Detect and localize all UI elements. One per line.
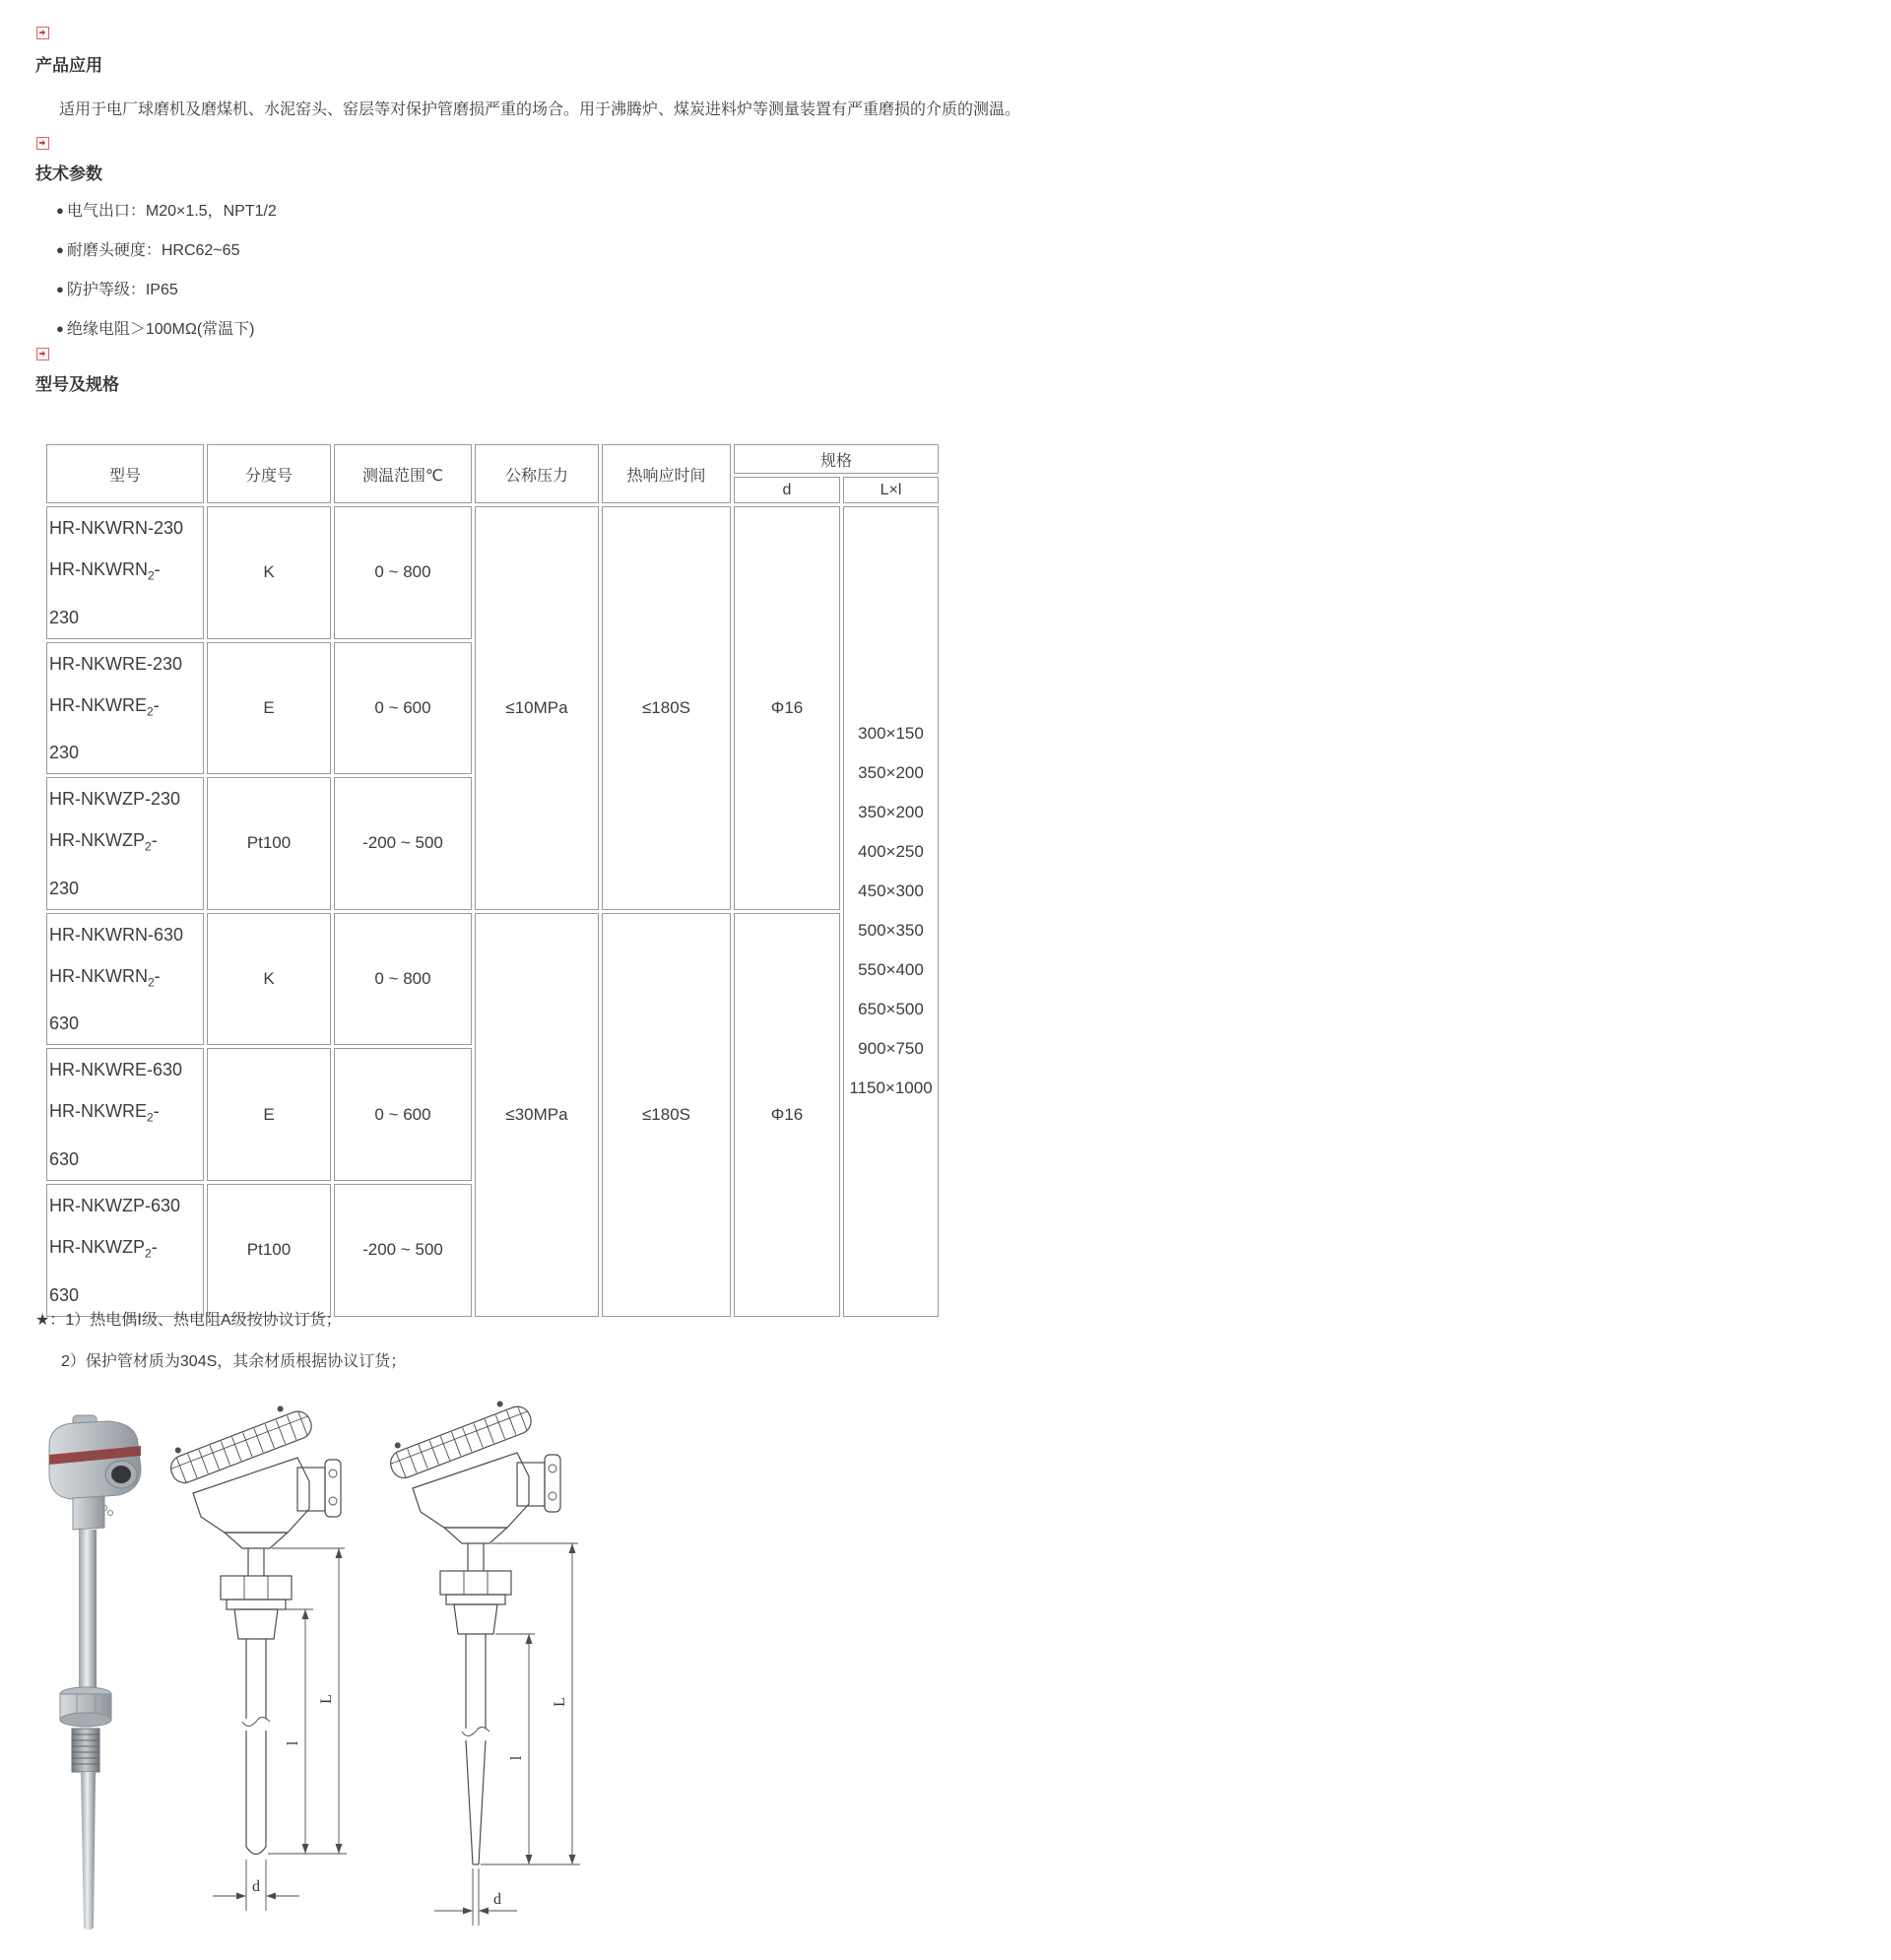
model-line: HR-NKWRN-630 [49, 924, 184, 945]
col-header-d: d [734, 477, 840, 503]
range-cell: 0 ~ 800 [334, 506, 472, 639]
model-line: 230 [49, 878, 80, 898]
col-header-range: 测温范围℃ [334, 444, 472, 503]
dimension-label-L: L [552, 1697, 568, 1707]
section-title-application: 产品应用 [35, 56, 102, 75]
model-line: 230 [49, 743, 80, 763]
model-line: HR-NKWRN-230 [49, 518, 184, 538]
model-line: HR-NKWRE-630 [49, 1060, 183, 1080]
parameter-text: 耐磨头硬度：HRC62~65 [66, 242, 240, 259]
protection-tube-tapered [462, 1634, 489, 1864]
dimension-label-L: L [318, 1694, 335, 1704]
range-cell: 0 ~ 600 [334, 1048, 472, 1181]
section-title-parameters: 技术参数 [35, 164, 102, 183]
model-cell [46, 506, 204, 639]
head-neck [225, 1533, 288, 1548]
hex-nut [221, 1576, 292, 1609]
dimension-label-d: d [493, 1891, 501, 1908]
footnote-2: 2）保护管材质为304S，其余材质根据协议订货； [61, 1353, 407, 1370]
section-marker-icon [36, 137, 49, 150]
dimension-line-l [285, 1609, 309, 1854]
head-neck [444, 1528, 507, 1543]
thermocouple-photo [39, 1413, 153, 1935]
dimension-line-d [213, 1860, 299, 1911]
model-cell [46, 1184, 204, 1317]
section-marker-icon [36, 348, 49, 360]
col-header-pressure: 公称压力 [475, 444, 599, 503]
dimension-line-l [508, 1634, 533, 1864]
dimension-line-d [434, 1868, 517, 1926]
union-fitting [234, 1609, 278, 1639]
range-cell: 0 ~ 600 [334, 642, 472, 775]
parameter-item-head-hardness [56, 239, 239, 262]
range-cell: 0 ~ 800 [334, 913, 472, 1046]
lxl-value: 900×750 [858, 1039, 924, 1059]
model-line: $HR-NKWRE_2-$ [49, 694, 160, 719]
bullet-dot-icon: ● [56, 242, 64, 257]
model-cell [46, 1048, 204, 1181]
model-spec-table [43, 441, 942, 1320]
response-cell: ≤180S [602, 506, 731, 910]
model-line: 230 [49, 607, 80, 627]
section-marker-icon [36, 27, 49, 39]
graduation-cell: E [207, 1048, 331, 1181]
parameter-text: 防护等级：IP65 [66, 282, 178, 298]
screw-cover-cap [165, 1399, 315, 1486]
lxl-value: 450×300 [858, 882, 924, 901]
model-cell [46, 913, 204, 1046]
threaded-fitting [72, 1729, 99, 1772]
lxl-cell [843, 506, 939, 1317]
protection-tube-upper [79, 1530, 97, 1691]
graduation-cell: K [207, 913, 331, 1046]
thermocouple-drawing-straight [165, 1399, 353, 1955]
range-cell: -200 ~ 500 [334, 1184, 472, 1317]
union-fitting [454, 1604, 497, 1634]
neck-tube [468, 1543, 484, 1571]
application-text: 适用于电厂球磨机及磨煤机、水泥窑头、窑层等对保护管磨损严重的场合。用于沸腾炉、煤炭进料炉等测量装置有严重磨损的介质的测温。 [59, 101, 1021, 118]
response-cell: ≤180S [602, 913, 731, 1317]
graduation-cell: Pt100 [207, 1184, 331, 1317]
table-row [46, 506, 939, 639]
lxl-value: 300×150 [858, 724, 924, 744]
parameter-text: 电气出口：M20×1.5，NPT1/2 [66, 203, 277, 220]
parameter-item-electrical-outlet [56, 200, 277, 223]
lxl-value: 550×400 [858, 960, 924, 980]
lxl-value: 350×200 [858, 803, 924, 822]
model-line: HR-NKWZP-630 [49, 1195, 181, 1215]
protection-tube-lower [81, 1772, 96, 1930]
col-header-response: 热响应时间 [602, 444, 731, 503]
dimension-label-l: l [285, 1740, 301, 1746]
table-row [46, 913, 939, 1046]
dimension-line-L [318, 1548, 343, 1854]
range-cell: -200 ~ 500 [334, 777, 472, 910]
bullet-dot-icon: ● [56, 282, 64, 296]
lxl-value: 500×350 [858, 921, 924, 941]
lxl-value: 400×250 [858, 842, 924, 862]
col-header-model: 型号 [46, 444, 204, 503]
model-line: $HR-NKWZP_2-$ [49, 1236, 158, 1261]
bullet-dot-icon: ● [56, 321, 64, 336]
col-header-graduation: 分度号 [207, 444, 331, 503]
conduit-connection [517, 1463, 545, 1506]
section-title-models: 型号及规格 [35, 375, 119, 394]
head-neck [73, 1496, 104, 1530]
protection-tube [242, 1639, 270, 1855]
model-line: 630 [49, 1148, 80, 1169]
lxl-value: 1150×1000 [849, 1078, 933, 1098]
model-line: 630 [49, 1284, 80, 1305]
model-line: $HR-NKWRE_2-$ [49, 1101, 160, 1125]
footnote-1: ★：1）热电偶Ⅰ级、热电阻A级按协议订货； [35, 1312, 342, 1329]
diameter-cell: Φ16 [734, 913, 840, 1317]
hex-nut [60, 1687, 111, 1727]
parameter-item-protection-rating [56, 279, 178, 301]
screw-cover-cap [383, 1394, 535, 1481]
diameter-cell: Φ16 [734, 506, 840, 910]
conduit-connection [297, 1468, 325, 1511]
hex-nut [440, 1571, 511, 1604]
model-line: HR-NKWZP-230 [49, 789, 181, 810]
model-cell [46, 642, 204, 775]
parameter-item-insulation-resistance [56, 318, 255, 341]
model-line: $HR-NKWZP_2-$ [49, 830, 158, 854]
dimension-label-d: d [252, 1878, 260, 1895]
model-line: $HR-NKWRN_2-$ [49, 965, 161, 990]
lxl-value: 650×500 [858, 1000, 924, 1019]
pressure-cell: ≤30MPa [475, 913, 599, 1317]
model-line: $HR-NKWRN_2-$ [49, 559, 161, 583]
neck-tube [248, 1548, 264, 1576]
model-line: 630 [49, 1013, 80, 1034]
pressure-cell: ≤10MPa [475, 506, 599, 910]
dimension-label-l: l [508, 1755, 525, 1761]
col-header-lxl: L×l [843, 477, 939, 503]
bullet-dot-icon: ● [56, 203, 64, 218]
graduation-cell: K [207, 506, 331, 639]
parameter-text: 绝缘电阻＞100MΩ(常温下) [66, 321, 255, 338]
model-line: HR-NKWRE-230 [49, 653, 183, 674]
thermocouple-drawing-tapered [369, 1394, 586, 1955]
model-cell [46, 777, 204, 910]
graduation-cell: E [207, 642, 331, 775]
lxl-value: 350×200 [858, 763, 924, 783]
col-header-spec: 规格 [734, 444, 939, 474]
dimension-line-L [552, 1543, 576, 1864]
graduation-cell: Pt100 [207, 777, 331, 910]
